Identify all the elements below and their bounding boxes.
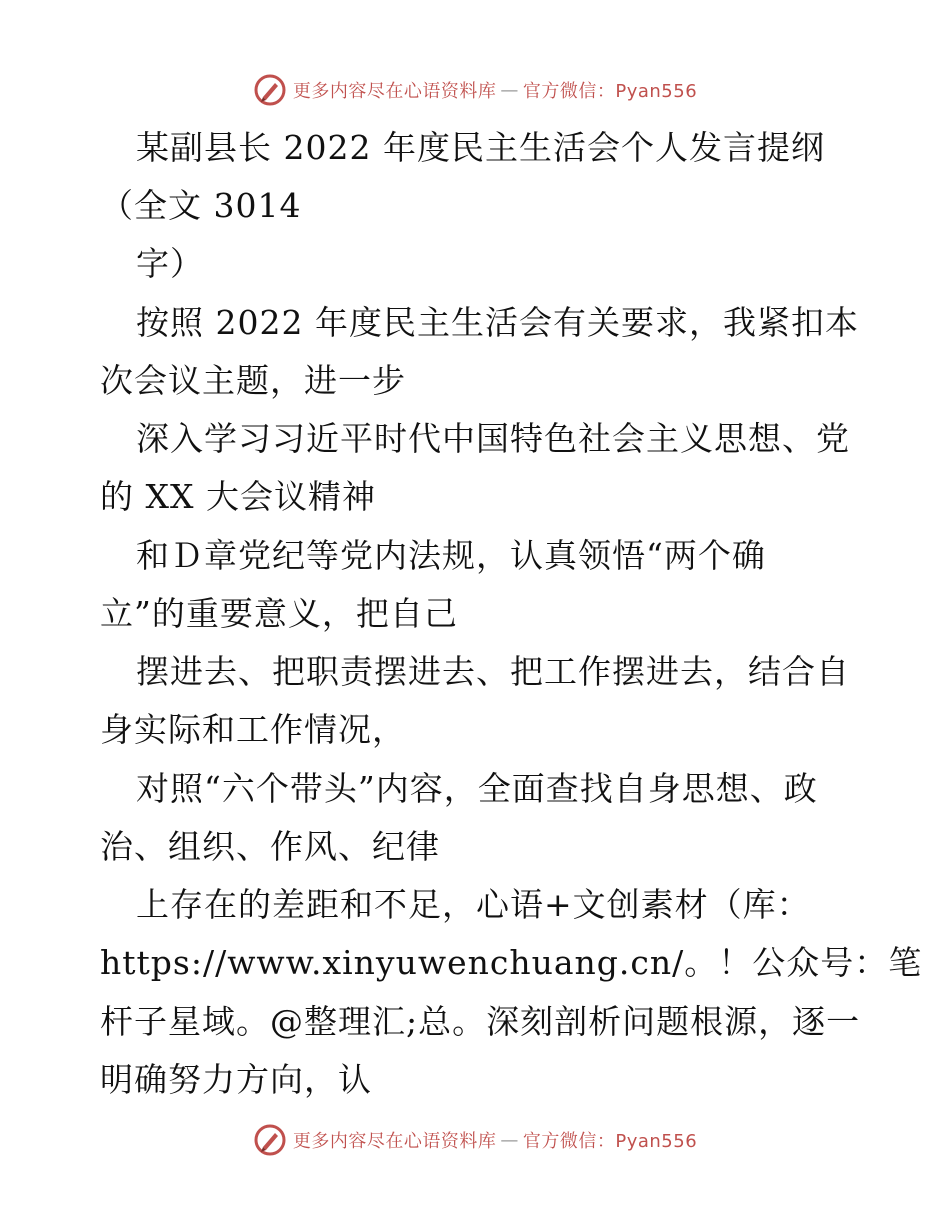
body-text-line: 和Ｄ章党纪等党内法规，认真领悟“两个确 — [136, 536, 766, 575]
body-text-line: 治、组织、作风、纪律 — [100, 827, 440, 866]
body-text-line: 按照 2022 年度民主生活会有关要求，我紧扣本 — [136, 303, 859, 342]
banner-wechat: 官方微信：Pyan556 — [522, 81, 698, 102]
body-text-line: 摆进去、把职责摆进去、把工作摆进去，结合自 — [136, 652, 850, 691]
body-text-line-url: https://www.xinyuwenchuang.cn/。！公众号：笔 — [100, 943, 923, 982]
banner-wechat: 官方微信：Pyan556 — [522, 1131, 698, 1152]
footer-banner — [0, 1118, 950, 1162]
pen-logo-icon — [253, 73, 287, 107]
body-text-line: 杆子星域。@整理汇;总。深刻剖析问题根源，逐一 — [100, 1002, 861, 1041]
banner-text: 更多内容尽在心语资料库 — [292, 1131, 497, 1152]
body-text-line: 立”的重要意义，把自己 — [100, 594, 458, 633]
banner-separator: — — [500, 79, 519, 101]
document-title-line-3: 字） — [136, 244, 204, 283]
banner-text: 更多内容尽在心语资料库 — [292, 81, 497, 102]
banner-separator: — — [500, 1129, 519, 1151]
body-text-line: 的 XX 大会议精神 — [100, 477, 376, 516]
body-text-line: 上存在的差距和不足，心语+文创素材（库： — [136, 885, 811, 924]
document-title-line-2: （全文 3014 — [100, 186, 302, 225]
body-text-line: 深入学习习近平时代中国特色社会主义思想、党 — [136, 419, 850, 458]
header-banner — [0, 68, 950, 112]
body-text-line: 明确努力方向，认 — [100, 1060, 372, 1099]
document-title-line-1: 某副县长 2022 年度民主生活会个人发言提纲 — [136, 128, 825, 167]
body-text-line: 身实际和工作情况， — [100, 710, 406, 749]
pen-logo-icon — [253, 1123, 287, 1157]
body-text-line: 次会议主题，进一步 — [100, 361, 406, 400]
body-text-line: 对照“六个带头”内容，全面查找自身思想、政 — [136, 769, 818, 808]
